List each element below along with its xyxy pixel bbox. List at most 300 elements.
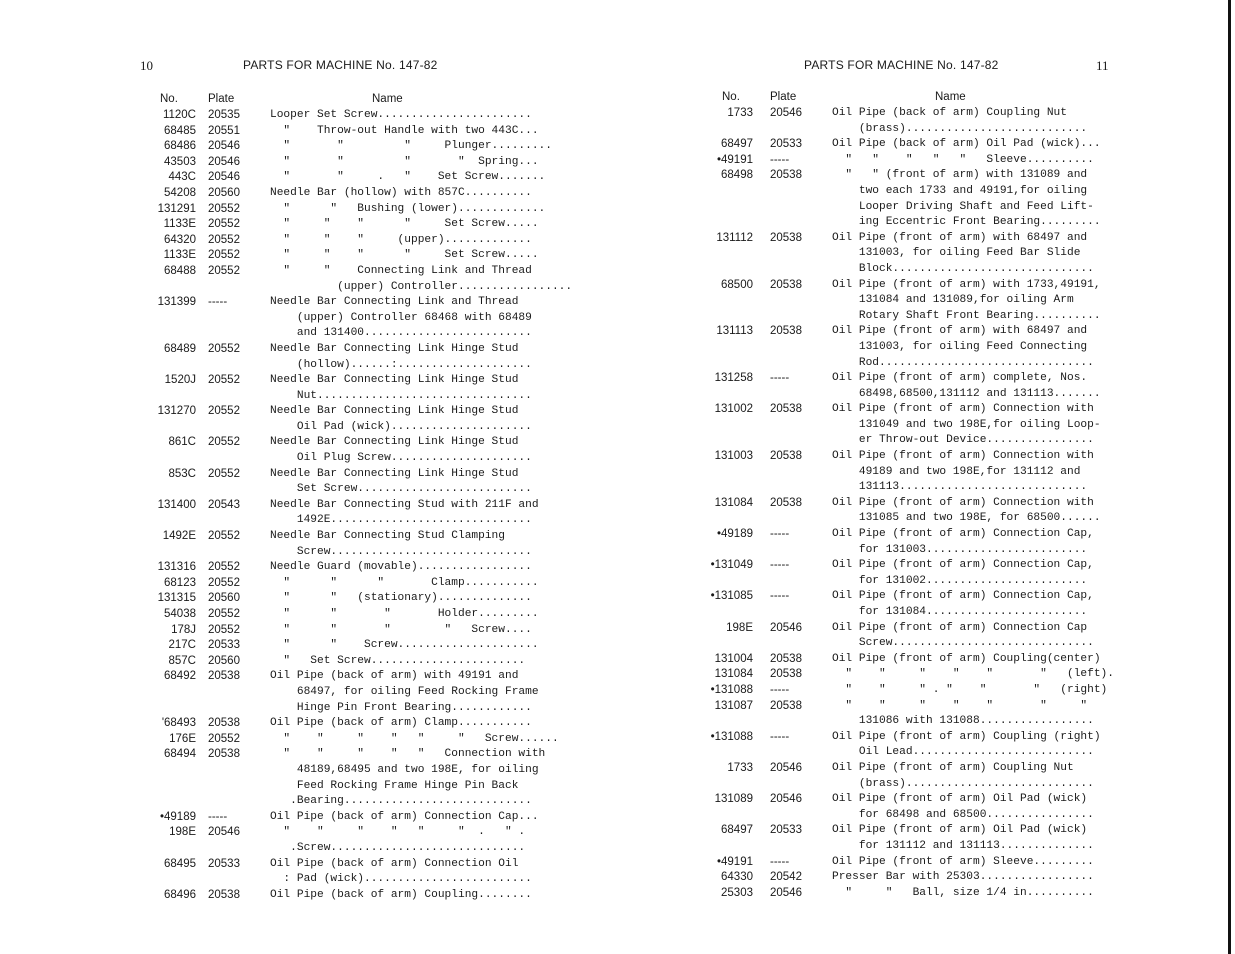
plate-number: 20533 xyxy=(770,138,802,151)
parts-table xyxy=(700,90,1125,901)
part-name-line: for 131003........................ xyxy=(832,543,1088,556)
part-name-line: Needle Bar Connecting Link Hinge Stud xyxy=(270,436,519,449)
part-number: 198E xyxy=(726,621,753,634)
part-name-line: Oil Plug Screw..................... xyxy=(270,452,532,465)
part-name-line: " " " Holder......... xyxy=(270,608,539,620)
part-name-line: Oil Pipe (front of arm) Sleeve......... xyxy=(832,855,1094,868)
part-number: 54038 xyxy=(164,608,196,620)
plate-number: ----- xyxy=(770,559,790,572)
part-number: 131113 xyxy=(716,325,753,338)
part-name xyxy=(832,153,1125,169)
plate-number: 20552 xyxy=(208,732,240,745)
part-number: 68488 xyxy=(164,264,196,277)
plate-number: ----- xyxy=(770,528,790,541)
table-row xyxy=(140,467,560,498)
part-name-line: " " " " " Connection with xyxy=(270,748,546,761)
parts-table xyxy=(140,92,573,903)
plate-number: ----- xyxy=(208,810,228,823)
table-header xyxy=(140,92,560,108)
table-row xyxy=(700,137,1125,153)
plate-number: 20538 xyxy=(770,169,802,182)
part-name-line: 68497, for oiling Feed Rocking Frame xyxy=(270,685,539,698)
plate-number: 20546 xyxy=(770,886,802,899)
plate-number: ----- xyxy=(770,372,790,385)
plate-number: 20552 xyxy=(208,374,240,387)
part-number: '68493 xyxy=(161,717,196,730)
part-number: 443C xyxy=(168,171,196,184)
table-row xyxy=(140,233,560,249)
table-row xyxy=(700,792,1125,823)
plate-number: ----- xyxy=(770,590,790,603)
part-name-line: Oil Pipe (front of arm) Connection with xyxy=(832,403,1094,416)
table-row xyxy=(700,870,1125,886)
part-name-line: " " " Plunger......... xyxy=(270,140,552,153)
plate-number: 20552 xyxy=(208,608,240,620)
plate-number: 20552 xyxy=(208,202,240,215)
part-name-line: Screw.............................. xyxy=(270,545,532,558)
part-number: 68498 xyxy=(721,169,753,182)
part-number: 1733 xyxy=(727,761,753,774)
part-name xyxy=(270,529,560,560)
part-name xyxy=(270,108,560,124)
part-number: 43503 xyxy=(164,155,196,168)
part-name-line: " " (stationary).............. xyxy=(270,592,532,605)
table-row xyxy=(700,886,1125,902)
part-name-line: Needle Bar Connecting Link Hinge Stud xyxy=(270,467,519,480)
plate-number: 20552 xyxy=(208,405,240,418)
part-name xyxy=(832,371,1125,402)
part-number: 198E xyxy=(169,826,196,839)
part-name-line: " " (front of arm) with 131089 and xyxy=(832,169,1088,182)
part-name-line: " " " " Set Screw..... xyxy=(270,249,539,262)
part-number: 64330 xyxy=(721,871,753,884)
plate-number: 20552 xyxy=(208,561,240,574)
page-edge xyxy=(1228,0,1231,954)
part-number: 131087 xyxy=(714,699,753,712)
part-name xyxy=(832,870,1125,886)
part-name xyxy=(832,730,1125,761)
part-name-line: Oil Pipe (back of arm) Connection Cap... xyxy=(270,810,539,823)
plate-number: 20543 xyxy=(208,498,240,511)
table-row xyxy=(700,683,1125,699)
part-name-line: Nut................................ xyxy=(270,389,532,402)
part-name xyxy=(832,823,1125,854)
table-header xyxy=(700,90,1125,106)
part-name-line: Oil Pipe (back of arm) Clamp........... xyxy=(270,717,532,730)
part-name xyxy=(270,155,560,171)
part-number: 853C xyxy=(168,467,196,480)
part-number: 68486 xyxy=(164,140,196,153)
part-name-line: two each 1733 and 49191,for oiling xyxy=(832,184,1088,197)
table-row xyxy=(140,498,560,529)
table-row xyxy=(140,747,560,809)
table-row xyxy=(140,108,560,124)
part-name-line: Oil Pipe (front of arm) Oil Pad (wick) xyxy=(832,824,1088,837)
table-row xyxy=(140,202,560,218)
part-name xyxy=(832,168,1125,230)
page-number: 10 xyxy=(140,58,153,73)
part-name xyxy=(832,324,1125,371)
part-name-line: " " " . " " " (right) xyxy=(832,683,1108,696)
plate-number: 20533 xyxy=(770,824,802,837)
part-name xyxy=(270,342,560,373)
table-row xyxy=(140,623,560,639)
plate-number: 20560 xyxy=(208,186,240,199)
part-number: 54208 xyxy=(164,186,196,199)
part-name-line: " " Ball, size 1/4 in.......... xyxy=(832,886,1094,899)
part-name-line: Oil Pipe (front of arm) Connection Cap, xyxy=(832,559,1094,572)
part-name-line: " " " " Set Screw..... xyxy=(270,218,539,231)
part-name xyxy=(832,855,1125,871)
part-name xyxy=(270,124,560,140)
part-name xyxy=(832,699,1125,730)
part-name xyxy=(832,449,1125,496)
table-row xyxy=(700,231,1125,278)
table-row xyxy=(140,170,560,186)
plate-number: 20546 xyxy=(770,621,802,634)
table-row xyxy=(140,716,560,732)
table-row xyxy=(700,761,1125,792)
part-name-line: 131085 and two 198E, for 68500...... xyxy=(832,512,1101,525)
part-name-line: Set Screw.......................... xyxy=(270,483,532,496)
part-name xyxy=(270,170,560,186)
part-name xyxy=(270,669,560,716)
part-number: 131112 xyxy=(716,231,753,244)
table-row xyxy=(700,823,1125,854)
plate-number: 20546 xyxy=(208,826,240,839)
plate-number: 20546 xyxy=(770,761,802,774)
part-number: 217C xyxy=(168,639,196,652)
part-number: 131004 xyxy=(714,652,753,665)
plate-number: ----- xyxy=(770,153,790,166)
part-name xyxy=(270,139,560,155)
plate-number: 20546 xyxy=(208,140,240,153)
table-row xyxy=(700,168,1125,230)
part-number: 1733 xyxy=(727,107,753,119)
part-name-line: Oil Pipe (front of arm) Oil Pad (wick) xyxy=(832,793,1088,806)
part-number: 861C xyxy=(168,436,196,449)
part-name xyxy=(270,857,560,888)
table-row xyxy=(140,124,560,140)
plate-number: 20542 xyxy=(770,871,802,884)
part-number: 131089 xyxy=(714,793,753,806)
part-name-line: (brass)............................ xyxy=(832,777,1094,790)
table-row xyxy=(140,217,560,233)
part-name-line: Oil Pipe (front of arm) Connection Cap, xyxy=(832,528,1094,541)
part-name xyxy=(270,202,560,218)
table-row xyxy=(140,810,560,826)
part-name xyxy=(270,498,560,529)
part-name xyxy=(832,496,1125,527)
part-name-line: Needle Bar Connecting Link Hinge Stud xyxy=(270,374,519,387)
part-number: 176E xyxy=(169,732,196,745)
part-number: 68495 xyxy=(164,857,196,870)
plate-number: 20546 xyxy=(208,155,240,168)
table-row xyxy=(140,186,560,202)
part-number: 131258 xyxy=(714,372,753,385)
table-row xyxy=(140,576,560,592)
table-row xyxy=(140,638,560,654)
plate-number: 20538 xyxy=(208,717,240,730)
plate-number: 20538 xyxy=(208,888,240,901)
table-row xyxy=(700,558,1125,589)
part-name-line: " " . " Set Screw....... xyxy=(270,171,546,184)
part-number: 857C xyxy=(168,654,196,667)
column-header-no: No. xyxy=(160,93,178,105)
part-number: 68494 xyxy=(164,748,196,761)
plate-number: 20552 xyxy=(208,467,240,480)
part-name-line: " " Bushing (lower)............. xyxy=(270,202,546,215)
part-number: •49189 xyxy=(716,528,753,541)
part-name-line: Oil Pipe (front of arm) with 68497 and xyxy=(832,325,1088,338)
plate-number: 20551 xyxy=(208,124,240,137)
part-name-line: 131049 and two 198E,for oiling Loop- xyxy=(832,418,1101,431)
table-row xyxy=(140,264,573,295)
part-name xyxy=(270,295,560,342)
part-name xyxy=(832,106,1125,137)
plate-number: 20546 xyxy=(770,107,802,119)
part-name-line: Oil Pipe (front of arm) Coupling(center) xyxy=(832,652,1101,665)
part-number: 64320 xyxy=(164,233,196,246)
part-number: •49191 xyxy=(716,855,753,868)
part-number: 68496 xyxy=(164,888,196,901)
part-number: 1120C xyxy=(162,109,196,121)
table-row xyxy=(140,373,560,404)
part-name xyxy=(270,716,560,732)
part-name xyxy=(270,607,560,623)
part-name xyxy=(832,558,1125,589)
part-name-line: Needle Bar Connecting Stud with 211F and xyxy=(270,498,539,511)
plate-number: ----- xyxy=(208,296,228,309)
part-name-line: " " " " " " " xyxy=(832,699,1088,712)
part-name-line: " " " Clamp........... xyxy=(270,576,539,589)
part-name xyxy=(270,623,560,639)
part-name-line: " " " " " " Screw...... xyxy=(270,732,559,745)
part-name-line: Oil Pipe (back of arm) Connection Oil xyxy=(270,857,519,870)
table-row xyxy=(700,699,1125,730)
plate-number: 20538 xyxy=(770,652,802,665)
plate-number: 20552 xyxy=(208,249,240,262)
part-name-line: " " " (upper)............. xyxy=(270,233,532,246)
part-name-line: " " " " " " (left). xyxy=(832,668,1114,681)
part-name xyxy=(832,621,1125,652)
plate-number: 20552 xyxy=(208,218,240,231)
table-row xyxy=(700,667,1125,683)
part-number: •131088 xyxy=(710,683,753,696)
part-name-line: (brass)........................... xyxy=(832,122,1088,135)
part-name-line: 131003, for oiling Feed Connecting xyxy=(832,340,1088,353)
plate-number: 20538 xyxy=(770,699,802,712)
part-name xyxy=(832,137,1125,153)
part-name xyxy=(270,264,573,295)
part-number: •131088 xyxy=(710,730,753,743)
part-name xyxy=(832,652,1125,668)
part-number: 178J xyxy=(171,623,196,636)
part-number: •131085 xyxy=(710,590,753,603)
plate-number: 20546 xyxy=(208,171,240,184)
part-number: 25303 xyxy=(721,886,753,899)
part-name-line: Oil Pipe (front of arm) Coupling (right) xyxy=(832,730,1101,743)
plate-number: ----- xyxy=(770,855,790,868)
table-row xyxy=(700,855,1125,871)
part-name xyxy=(832,589,1125,620)
table-row xyxy=(140,155,560,171)
plate-number: 20533 xyxy=(208,857,240,870)
part-name xyxy=(270,373,560,404)
part-name-line: ing Eccentric Front Bearing......... xyxy=(832,216,1101,229)
part-number: 131291 xyxy=(157,202,196,215)
table-row xyxy=(700,496,1125,527)
part-name-line: Oil Pipe (front of arm) with 1733,49191, xyxy=(832,278,1101,291)
part-name xyxy=(270,186,560,202)
plate-number: 20552 xyxy=(208,623,240,636)
part-name-line: Needle Bar Connecting Link Hinge Stud xyxy=(270,342,519,355)
part-name xyxy=(270,404,560,435)
part-name xyxy=(270,233,560,249)
part-name-line: Rod................................ xyxy=(832,356,1094,369)
plate-number: 20560 xyxy=(208,592,240,605)
part-name-line: Oil Pipe (front of arm) with 68497 and xyxy=(832,231,1088,244)
table-row xyxy=(140,248,560,264)
table-row xyxy=(700,402,1125,449)
part-number: 131316 xyxy=(157,561,196,574)
part-name-line: 48189,68495 and two 198E, for oiling xyxy=(270,763,539,776)
part-name-line: Rotary Shaft Front Bearing.......... xyxy=(832,309,1101,322)
part-name xyxy=(832,792,1125,823)
part-number: 131084 xyxy=(714,668,753,681)
part-number: •131049 xyxy=(710,559,753,572)
table-row xyxy=(140,529,560,560)
plate-number: 20552 xyxy=(208,233,240,246)
part-name-line: " " " " " Sleeve.......... xyxy=(832,153,1094,166)
part-name xyxy=(270,810,560,826)
part-name xyxy=(270,825,560,856)
column-header-name: Name xyxy=(935,91,966,103)
table-row xyxy=(140,404,560,435)
part-number: 68485 xyxy=(164,124,196,137)
page-header: PARTS FOR MACHINE No. 147-82 xyxy=(804,58,999,72)
part-name-line: Oil Pipe (back of arm) with 49191 and xyxy=(270,670,519,683)
part-number: •49189 xyxy=(159,810,196,823)
plate-number: 20538 xyxy=(770,325,802,338)
part-name-line: Oil Pipe (front of arm) Coupling Nut xyxy=(832,761,1074,774)
column-header-plate: Plate xyxy=(770,91,797,103)
part-name xyxy=(832,667,1125,683)
plate-number: 20560 xyxy=(208,654,240,667)
plate-number: 20538 xyxy=(770,231,802,244)
part-number: 1492E xyxy=(162,530,196,543)
part-name xyxy=(832,761,1125,792)
table-row xyxy=(700,324,1125,371)
plate-number: ----- xyxy=(770,683,790,696)
part-name-line: for 131002........................ xyxy=(832,574,1088,587)
part-name xyxy=(270,747,560,809)
part-name-line: Oil Pipe (front of arm) Connection with xyxy=(832,496,1094,509)
part-number: 68500 xyxy=(721,278,753,291)
part-name-line: Block.............................. xyxy=(832,262,1094,275)
part-name-line: Needle Guard (movable)................. xyxy=(270,561,532,574)
part-name-line: : Pad (wick)......................... xyxy=(270,873,532,886)
part-name-line: Oil Pad (wick)..................... xyxy=(270,420,532,433)
part-number: 1133E xyxy=(163,249,196,262)
part-name-line: 131003, for oiling Feed Bar Slide xyxy=(832,247,1081,260)
table-row xyxy=(140,607,560,623)
table-row xyxy=(140,560,560,576)
part-name xyxy=(270,591,560,607)
table-row xyxy=(700,589,1125,620)
table-row xyxy=(140,435,560,466)
part-name-line: " " Screw..................... xyxy=(270,639,539,652)
part-name-line: for 131112 and 131113.............. xyxy=(832,839,1094,852)
table-row xyxy=(700,621,1125,652)
part-name-line: 131113............................ xyxy=(832,481,1088,494)
table-row xyxy=(700,153,1125,169)
plate-number: 20533 xyxy=(208,639,240,652)
part-number: 68497 xyxy=(721,824,753,837)
part-name-line: Oil Pipe (front of arm) Connection with xyxy=(832,450,1094,463)
part-name-line: Oil Lead........................... xyxy=(832,746,1094,759)
part-name-line: Needle Bar Connecting Stud Clamping xyxy=(270,530,505,543)
column-header-plate: Plate xyxy=(208,93,235,105)
table-row xyxy=(700,449,1125,496)
table-row xyxy=(140,888,560,904)
part-name-line: for 68498 and 68500................ xyxy=(832,808,1094,821)
part-name-line: (upper) Controller 68468 with 68489 xyxy=(270,311,532,324)
plate-number: ----- xyxy=(770,730,790,743)
table-row xyxy=(140,342,560,373)
part-name-line: Oil Pipe (front of arm) complete, Nos. xyxy=(832,372,1088,385)
table-row xyxy=(700,106,1125,137)
part-name-line: er Throw-out Device................ xyxy=(832,434,1094,447)
column-header-no: No. xyxy=(722,91,740,103)
part-number: 131400 xyxy=(157,498,196,511)
plate-number: 20552 xyxy=(208,342,240,355)
part-name xyxy=(270,560,560,576)
page-number: 11 xyxy=(1096,58,1109,73)
part-number: 68492 xyxy=(164,670,196,683)
part-name-line: Feed Rocking Frame Hinge Pin Back xyxy=(270,779,519,792)
part-number: 1133E xyxy=(163,218,196,231)
table-row xyxy=(140,857,560,888)
part-number: 131270 xyxy=(157,405,196,418)
part-name-line: Oil Pipe (front of arm) Connection Cap xyxy=(832,621,1088,634)
part-name xyxy=(832,231,1125,278)
part-name-line: Needle Bar Connecting Link and Thread xyxy=(270,296,519,309)
plate-number: 20538 xyxy=(770,278,802,291)
part-name-line: Needle Bar Connecting Link Hinge Stud xyxy=(270,405,519,418)
part-name-line: Hinge Pin Front Bearing............ xyxy=(270,701,532,714)
part-name-line: " " Connecting Link and Thread xyxy=(270,264,532,277)
part-name xyxy=(270,576,560,592)
part-name-line: Oil Pipe (back of arm) Oil Pad (wick)... xyxy=(832,138,1101,151)
part-name-line: " " " " Screw.... xyxy=(270,623,532,636)
plate-number: 20552 xyxy=(208,264,240,277)
table-row xyxy=(140,139,560,155)
table-row xyxy=(700,730,1125,761)
page-header: PARTS FOR MACHINE No. 147-82 xyxy=(243,58,438,72)
part-name xyxy=(270,248,560,264)
part-name-line: 49189 and two 198E,for 131112 and xyxy=(832,465,1081,478)
part-name-line: for 131084........................ xyxy=(832,606,1088,618)
part-name-line: .Bearing............................ xyxy=(270,795,532,808)
plate-number: 20538 xyxy=(770,668,802,681)
part-name-line: Looper Set Screw....................... xyxy=(270,109,532,121)
plate-number: 20538 xyxy=(770,403,802,416)
table-row xyxy=(140,591,560,607)
part-name xyxy=(832,527,1125,558)
part-name-line: " Set Screw....................... xyxy=(270,654,526,667)
plate-number: 20552 xyxy=(208,576,240,589)
